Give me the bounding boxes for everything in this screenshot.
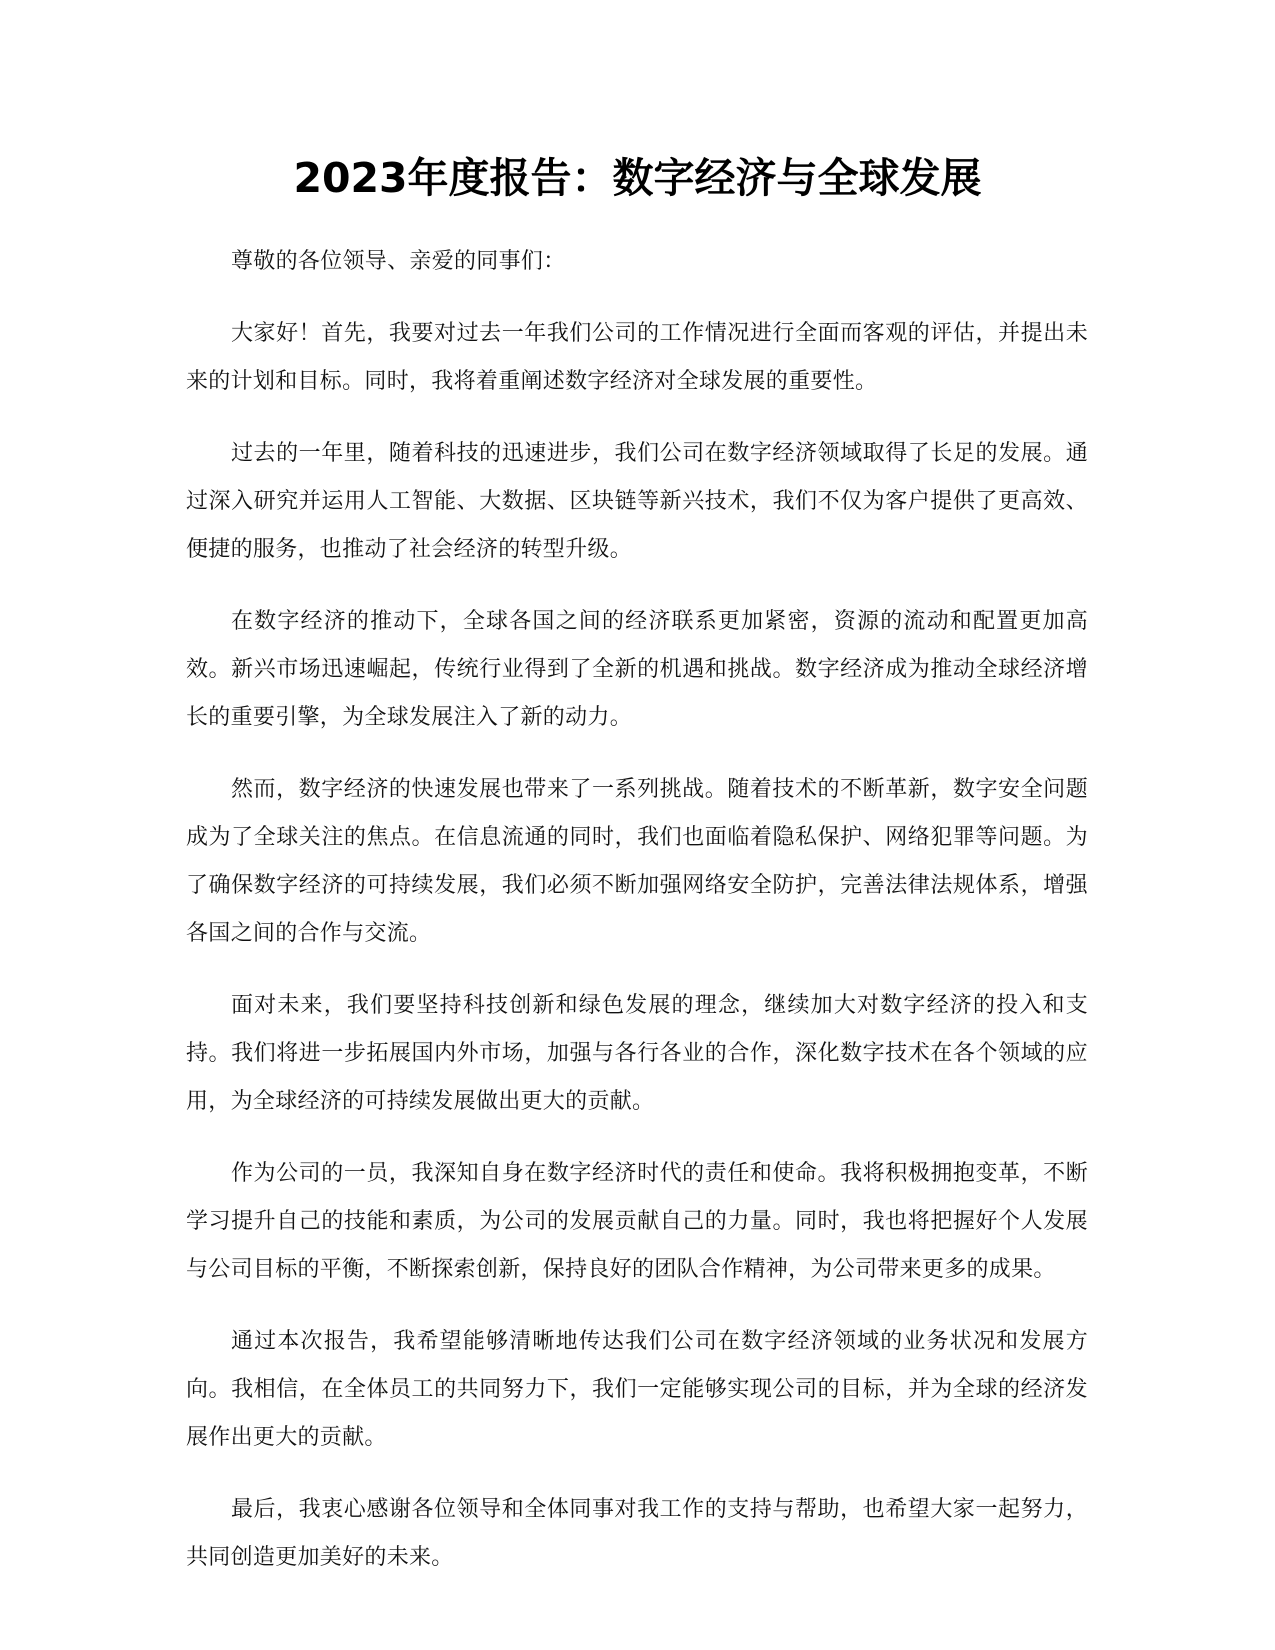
document-body [186, 238, 1088, 1606]
paragraph-global-impact: 在数字经济的推动下，全球各国之间的经济联系更加紧密，资源的流动和配置更加高效。新兴市场迅速崛起，传统行业得到了全新的机遇和挑战。数字经济成为推动全球经济增长的重要引擎，为全球发展注入了新的动力。 [186, 609, 1088, 730]
paragraph-future: 面对未来，我们要坚持科技创新和绿色发展的理念，继续加大对数字经济的投入和支持。我们将进一步拓展国内外市场，加强与各行各业的合作，深化数字技术在各个领域的应用，为全球经济的可持续发展做出更大的贡献。 [186, 993, 1088, 1114]
paragraph-greeting: 大家好！首先，我要对过去一年我们公司的工作情况进行全面而客观的评估，并提出未来的计划和目标。同时，我将着重阐述数字经济对全球发展的重要性。 [186, 321, 1088, 394]
paragraph-challenges: 然而，数字经济的快速发展也带来了一系列挑战。随着技术的不断革新，数字安全问题成为了全球关注的焦点。在信息流通的同时，我们也面临着隐私保护、网络犯罪等问题。为了确保数字经济的可持续发展，我们必须不断加强网络安全防护，完善法律法规体系，增强各国之间的合作与交流。 [186, 777, 1088, 946]
paragraph-report-purpose: 通过本次报告，我希望能够清晰地传达我们公司在数字经济领域的业务状况和发展方向。我相信，在全体员工的共同努力下，我们一定能够实现公司的目标，并为全球的经济发展作出更大的贡献。 [186, 1329, 1088, 1450]
paragraph-closing: 最后，我衷心感谢各位领导和全体同事对我工作的支持与帮助，也希望大家一起努力，共同创造更加美好的未来。 [186, 1497, 1088, 1570]
paragraph-past-year: 过去的一年里，随着科技的迅速进步，我们公司在数字经济领域取得了长足的发展。通过深入研究并运用人工智能、大数据、区块链等新兴技术，我们不仅为客户提供了更高效、便捷的服务，也推动了社会经济的转型升级。 [186, 441, 1088, 562]
paragraph-salutation: 尊敬的各位领导、亲爱的同事们： [231, 249, 566, 274]
paragraph-personal-role: 作为公司的一员，我深知自身在数字经济时代的责任和使命。我将积极拥抱变革，不断学习提升自己的技能和素质，为公司的发展贡献自己的力量。同时，我也将把握好个人发展与公司目标的平衡，不断探索创新，保持良好的团队合作精神，为公司带来更多的成果。 [186, 1161, 1088, 1282]
document-title: 2023年度报告：数字经济与全球发展 [293, 154, 982, 202]
